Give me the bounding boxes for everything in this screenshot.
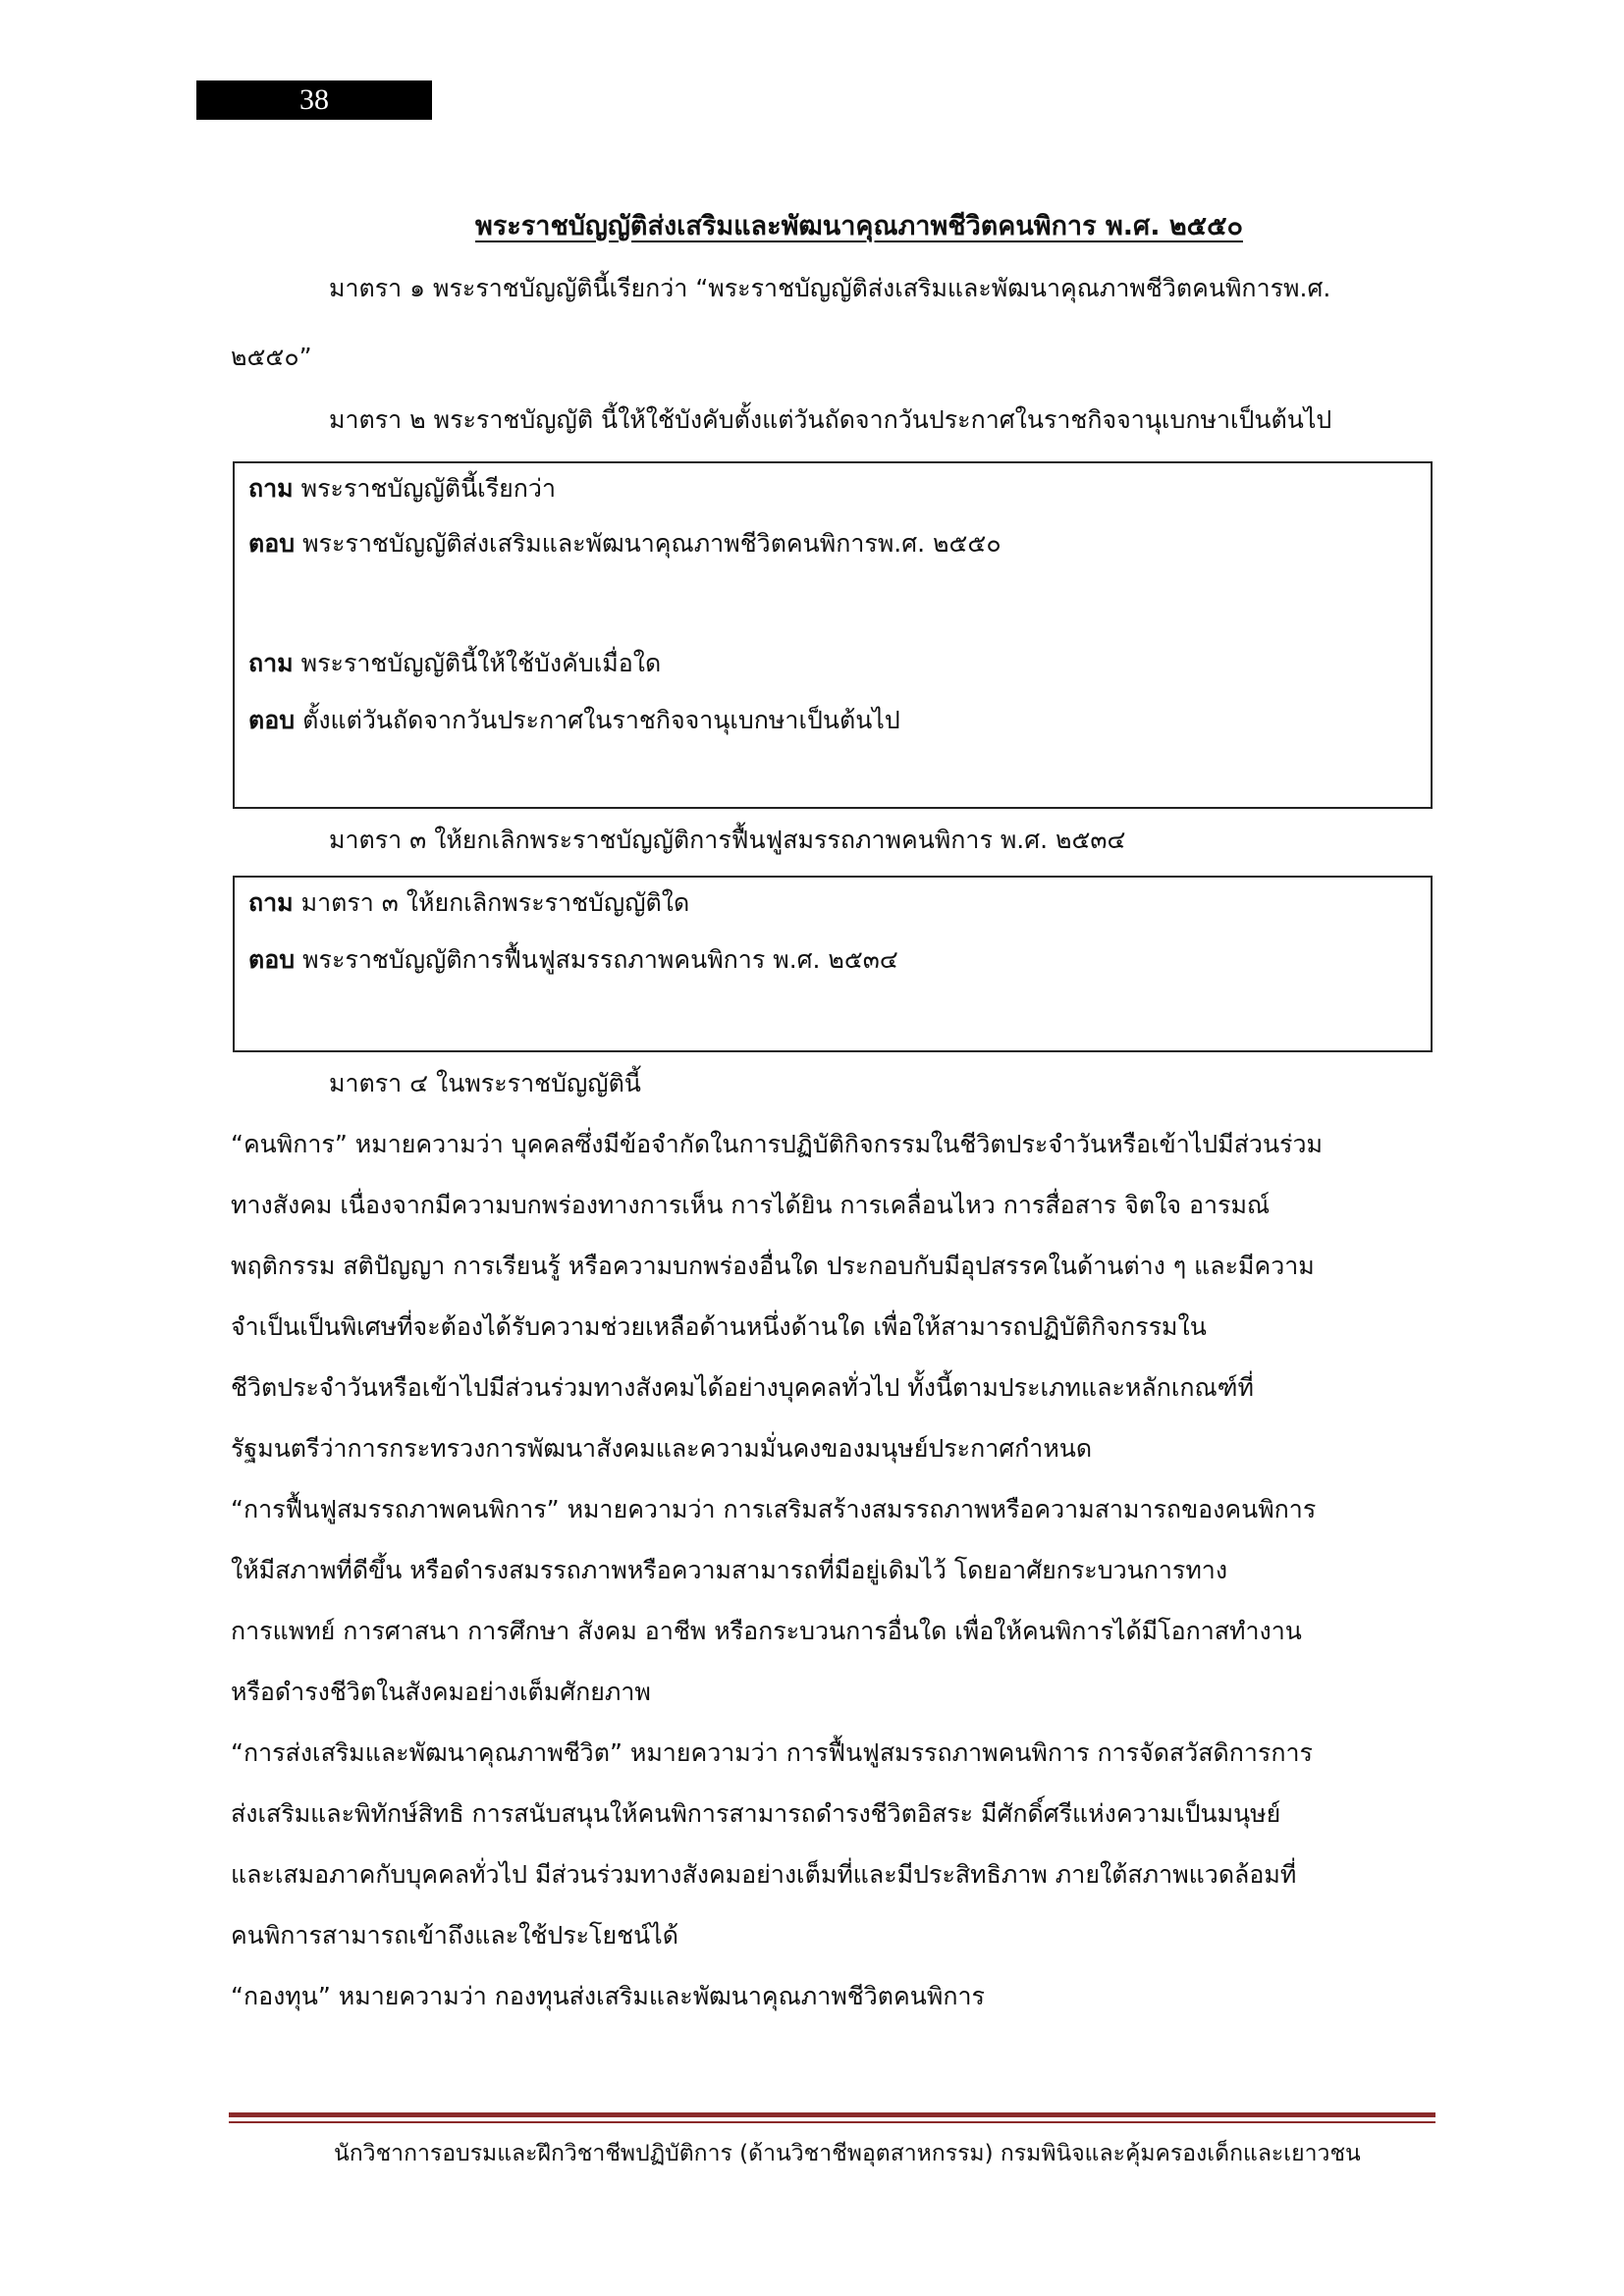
definition-line: และเสมอภาคกับบุคคลทั่วไป มีส่วนร่วมทางสังคมอย่างเต็มที่และมีประสิทธิภาพ ภายใต้สภาพแวดล้อมที่ (231, 1860, 1297, 1889)
answer-label: ตอบ (248, 706, 296, 734)
answer-label: ตอบ (248, 529, 296, 558)
definition-line: ส่งเสริมและพิทักษ์สิทธิ การสนับสนุนให้คนพิการสามารถดำรงชีวิตอิสระ มีศักดิ์ศรีแห่งความเป็นมนุษย์ (231, 1799, 1281, 1828)
section-1-line-2: ๒๕๕๐” (231, 343, 312, 371)
answer-text: พระราชบัญญัติส่งเสริมและพัฒนาคุณภาพชีวิตคนพิการพ.ศ. ๒๕๕๐ (302, 529, 1001, 558)
section-4: มาตรา ๔ ในพระราชบัญญัตินี้ (329, 1069, 641, 1097)
footer-text: นักวิชาการอบรมและฝึกวิชาชีพปฏิบัติการ (ด้านวิชาชีพอุตสาหกรรม) กรมพินิจและคุ้มครองเด็กและเยาวชน (334, 2141, 1361, 2166)
definition-line: “คนพิการ” หมายความว่า บุคคลซึ่งมีข้อจำกัดในการปฏิบัติกิจกรรมในชีวิตประจำวันหรือเข้าไปมีส่วนร่วม (231, 1130, 1323, 1158)
answer-label: ตอบ (248, 945, 296, 974)
page-number: 38 (196, 80, 432, 120)
question-text: มาตรา ๓ ให้ยกเลิกพระราชบัญญัติใด (300, 888, 690, 917)
qa-question (248, 885, 689, 921)
answer-text: พระราชบัญญัติการฟื้นฟูสมรรถภาพคนพิการ พ.ศ. ๒๕๓๔ (302, 945, 898, 974)
qa-box-2 (233, 876, 1433, 1052)
qa-answer-1 (248, 526, 1001, 561)
definition-line: ชีวิตประจำวันหรือเข้าไปมีส่วนร่วมทางสังคมได้อย่างบุคคลทั่วไป ทั้งนี้ตามประเภทและหลักเกณฑ์ที่ (231, 1373, 1254, 1402)
definition-line: การแพทย์ การศาสนา การศึกษา สังคม อาชีพ หรือกระบวนการอื่นใด เพื่อให้คนพิการได้มีโอกาสทำงาน (231, 1617, 1302, 1645)
definition-line: หรือดำรงชีวิตในสังคมอย่างเต็มศักยภาพ (231, 1678, 651, 1706)
document-title: พระราชบัญญัติส่งเสริมและพัฒนาคุณภาพชีวิตคนพิการ พ.ศ. ๒๕๕๐ (474, 211, 1243, 241)
definition-line: ให้มีสภาพที่ดีขึ้น หรือดำรงสมรรถภาพหรือความสามารถที่มีอยู่เดิมไว้ โดยอาศัยกระบวนการทาง (231, 1556, 1228, 1584)
section-3: มาตรา ๓ ให้ยกเลิกพระราชบัญญัติการฟื้นฟูสมรรถภาพคนพิการ พ.ศ. ๒๕๓๔ (329, 826, 1126, 854)
definition-line: คนพิการสามารถเข้าถึงและใช้ประโยชน์ได้ (231, 1921, 678, 1949)
definition-line: รัฐมนตรีว่าการกระทรวงการพัฒนาสังคมและความมั่นคงของมนุษย์ประกาศกำหนด (231, 1434, 1093, 1463)
definition-line: ทางสังคม เนื่องจากมีความบกพร่องทางการเห็น การได้ยิน การเคลื่อนไหว การสื่อสาร จิตใจ อารมณ์ (231, 1191, 1271, 1219)
question-text: พระราชบัญญัตินี้ให้ใช้บังคับเมื่อใด (300, 649, 662, 677)
question-text: พระราชบัญญัตินี้เรียกว่า (300, 474, 557, 503)
question-label: ถาม (248, 649, 294, 677)
qa-question-2 (248, 646, 661, 681)
section-1-line-1: มาตรา ๑ พระราชบัญญัตินี้เรียกว่า “พระราชบัญญัติส่งเสริมและพัฒนาคุณภาพชีวิตคนพิการพ.ศ. (329, 274, 1331, 302)
section-2: มาตรา ๒ พระราชบัญญัติ นี้ให้ใช้บังคับตั้งแต่วันถัดจากวันประกาศในราชกิจจานุเบกษาเป็นต้นไป (329, 405, 1332, 434)
definition-line: “กองทุน” หมายความว่า กองทุนส่งเสริมและพัฒนาคุณภาพชีวิตคนพิการ (231, 1982, 985, 2010)
definition-line: “การฟื้นฟูสมรรถภาพคนพิการ” หมายความว่า การเสริมสร้างสมรรถภาพหรือความสามารถของคนพิการ (231, 1495, 1317, 1523)
footer-divider-thin (229, 2121, 1435, 2123)
qa-answer-2 (248, 703, 900, 738)
footer-divider (229, 2112, 1435, 2117)
qa-answer (248, 942, 898, 978)
question-label: ถาม (248, 474, 294, 503)
definition-line: พฤติกรรม สติปัญญา การเรียนรู้ หรือความบกพร่องอื่นใด ประกอบกับมีอุปสรรคในด้านต่าง ๆ และมีความ (231, 1252, 1315, 1280)
qa-box-1 (233, 461, 1433, 809)
qa-question-1 (248, 471, 556, 507)
question-label: ถาม (248, 888, 294, 917)
definition-line: “การส่งเสริมและพัฒนาคุณภาพชีวิต” หมายความว่า การฟื้นฟูสมรรถภาพคนพิการ การจัดสวัสดิการการ (231, 1738, 1313, 1767)
answer-text: ตั้งแต่วันถัดจากวันประกาศในราชกิจจานุเบกษาเป็นต้นไป (302, 706, 900, 734)
definition-line: จำเป็นเป็นพิเศษที่จะต้องได้รับความช่วยเหลือด้านหนึ่งด้านใด เพื่อให้สามารถปฏิบัติกิจกรรมใน (231, 1312, 1207, 1341)
